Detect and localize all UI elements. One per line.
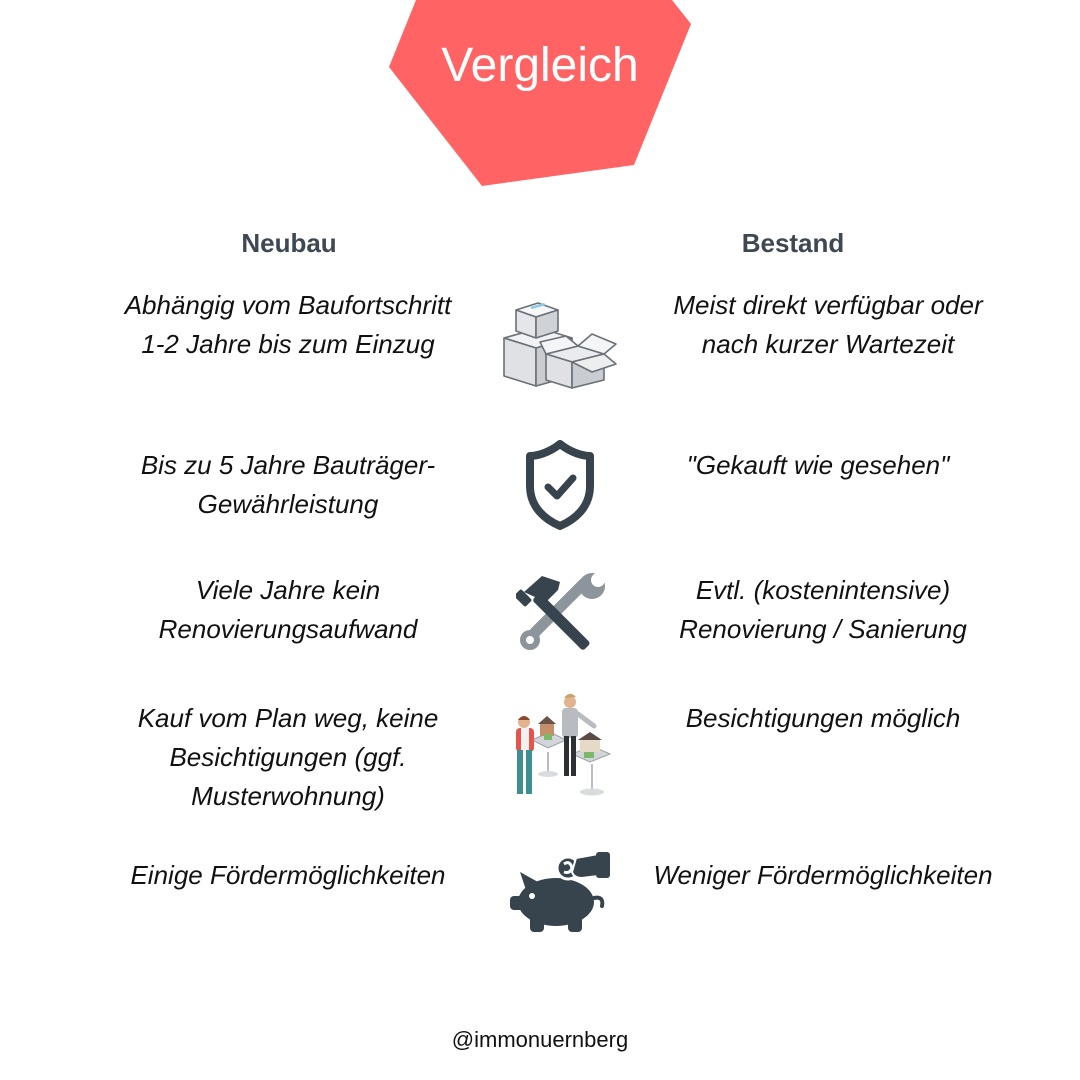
piggy-bank-icon xyxy=(508,850,612,934)
column-heading-bestand: Bestand xyxy=(741,228,845,258)
row-1-bestand-text: Meist direkt verfügbar oder nach kurzer Wartezeit xyxy=(673,290,983,359)
row-2-bestand-text: "Gekauft wie gesehen" xyxy=(686,450,950,480)
row-2-neubau-text: Bis zu 5 Jahre Bauträger-Gewährleistung xyxy=(140,450,436,519)
hammer-wrench-icon xyxy=(516,572,606,654)
row-3-bestand-text: Evtl. (kostenintensive) Renovierung / Sanierung xyxy=(679,575,967,644)
row-3-neubau-text: Viele Jahre kein Renovierungsaufwand xyxy=(158,575,418,644)
shield-check-icon xyxy=(524,438,596,530)
row-5-bestand-text: Weniger Fördermöglichkeiten xyxy=(653,860,993,890)
column-heading-neubau: Neubau xyxy=(241,228,337,258)
title-badge xyxy=(0,0,1080,200)
moving-boxes-icon xyxy=(500,298,618,390)
property-viewing-icon xyxy=(506,690,612,802)
row-1-neubau-text: Abhängig vom Baufortschritt 1-2 Jahre bis zum Einzug xyxy=(124,290,452,359)
row-5-neubau-text: Einige Fördermöglichkeiten xyxy=(130,860,446,890)
row-4-bestand-text: Besichtigungen möglich xyxy=(685,703,961,733)
footer-handle: @immonuernberg xyxy=(451,1027,629,1052)
row-4-neubau-text: Kauf vom Plan weg, keine Besichtigungen (ggf. Musterwohnung) xyxy=(137,703,439,811)
page-title: Vergleich xyxy=(441,39,639,92)
